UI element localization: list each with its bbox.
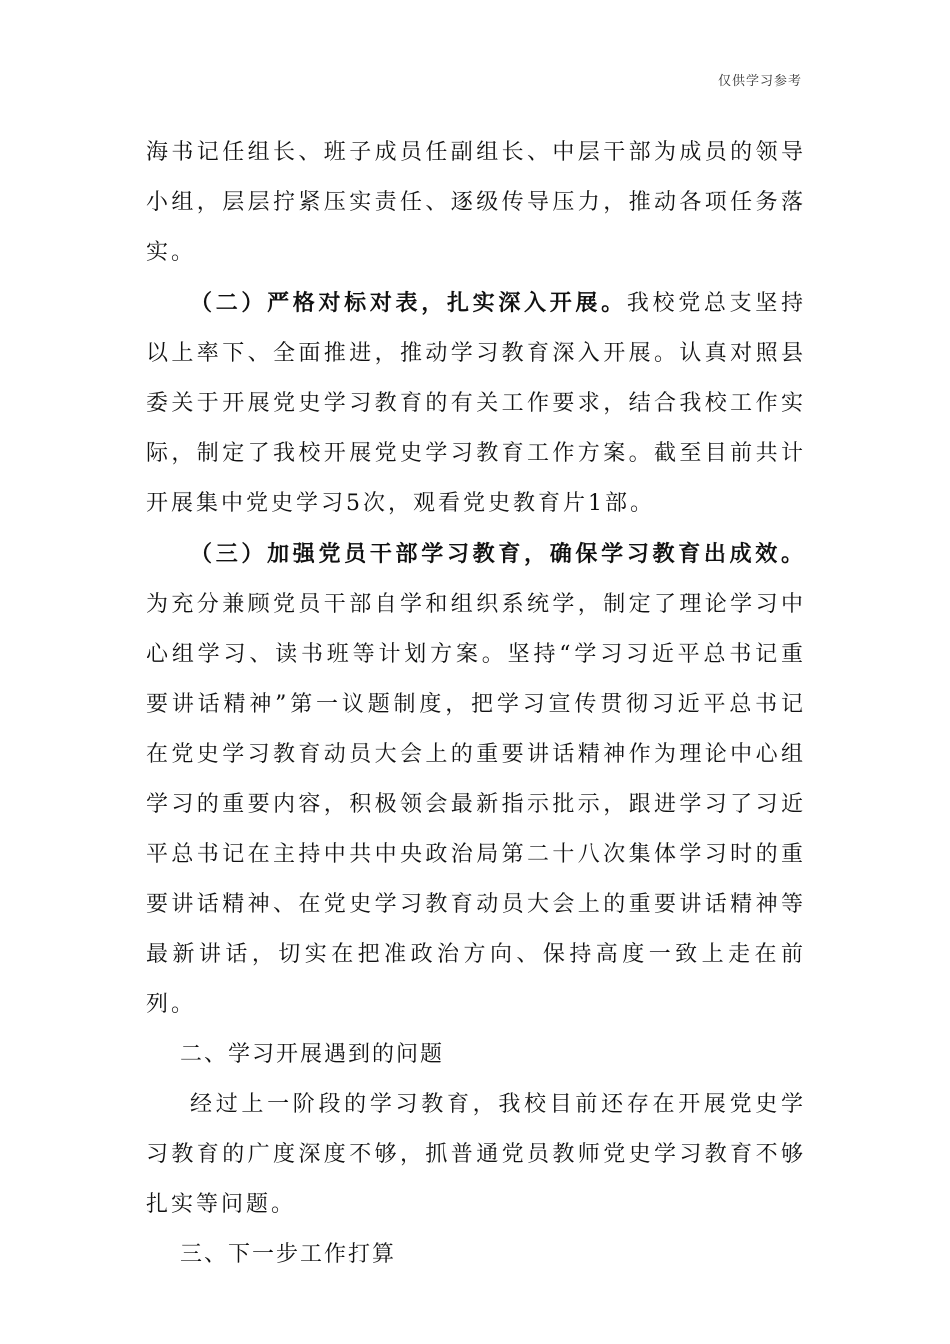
section-heading-3: 三、下一步工作打算 — [180, 1242, 397, 1267]
paragraph-2-text: 我校党总支坚持以上率下、全面推进，推动学习教育深入开展。认真对照县委关于开展党史学习教育的有关工作要求，结合我校工作实际，制定了我校开展党史学习教育工作方案。截至目前共计开展集中党史学习5次，观看党史教育片1部。 — [146, 291, 806, 516]
document-body — [146, 128, 806, 1280]
paragraph-3 — [146, 529, 806, 1030]
section-heading-2: 二、学习开展遇到的问题 — [180, 1042, 445, 1067]
paragraph-2-lead: （二）严格对标对表，扎实深入开展。 — [190, 290, 627, 316]
header-note: 仅供学习参考 — [717, 74, 802, 89]
paragraph-1: 海书记任组长、班子成员任副组长、中层干部为成员的领导小组，层层拧紧压实责任、逐级传导压力，推动各项任务落实。 — [146, 140, 806, 265]
paragraph-2 — [146, 278, 806, 529]
paragraph-3-text: 为充分兼顾党员干部自学和组织系统学，制定了理论学习中心组学习、读书班等计划方案。坚持“学习习近平总书记重要讲话精神”第一议题制度，把学习宣传贯彻习近平总书记在党史学习教育动员大会上的重要讲话精神作为理论中心组学习的重要内容，积极领会最新指示批示，跟进学习了习近平总书记在主持中共中央政治局第二十八次集体学习时的重要讲话精神、在党史学习教育动员大会上的重要讲话精神等最新讲话，切实在把准政治方向、保持高度一致上走在前列。 — [146, 592, 806, 1017]
paragraph-3-lead: （三）加强党员干部学习教育，确保学习教育出成效。 — [190, 541, 806, 567]
paragraph-4: 经过上一阶段的学习教育，我校目前还存在开展党史学习教育的广度深度不够，抓普通党员教师党史学习教育不够扎实等问题。 — [146, 1092, 806, 1217]
